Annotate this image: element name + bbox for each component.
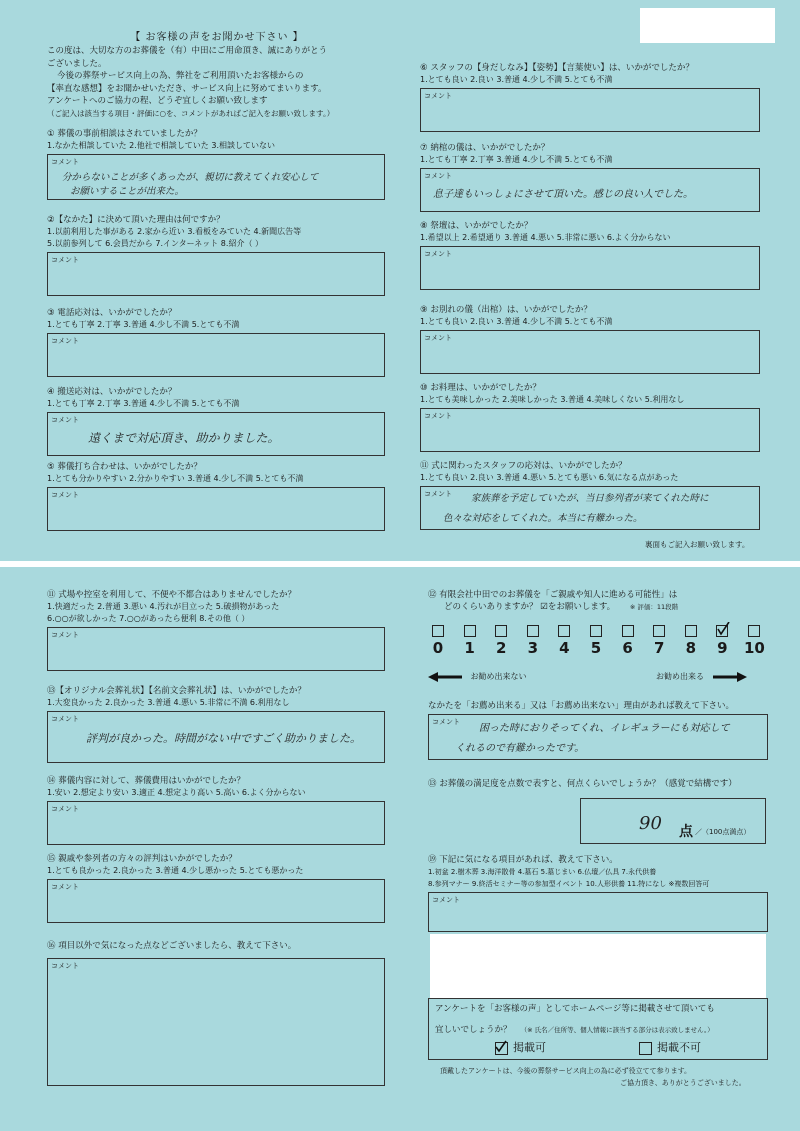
scale-number: 7 — [653, 639, 665, 657]
question-16-other: ⑯ 項目以外で気になった点などございましたら、教えて下さい。 コメント — [47, 940, 385, 1086]
left-arrow-icon — [428, 672, 462, 682]
handwritten-comment: 遠くまで対応頂き、助かりました。 — [88, 431, 280, 445]
comment-box[interactable]: コメント — [420, 246, 760, 290]
scale-box[interactable] — [653, 625, 665, 637]
handwritten-comment: 評判が良かった。時間がない中ですごく助かりました。 — [86, 732, 361, 745]
scale-number: 6 — [622, 639, 633, 657]
scale-number: 5 — [590, 639, 602, 657]
scale-number: 9 — [717, 639, 728, 657]
scale-box[interactable] — [590, 625, 602, 637]
question-2: ②【なかた】に決めて頂いた理由は何ですか？ 1.以前利用した事がある 2.家から近い 3.看板をみていた 4.新聞広告等 5.以前参列して 6.会員だから 7.インターネット 8.紹介（ ） コメント — [47, 214, 385, 296]
publish-no-option[interactable]: 掲載不可 — [639, 1039, 701, 1055]
intro-line: 【率直な感想】をお聞かせいただき、サービス向上に努めてまいります。 — [47, 83, 327, 94]
intro-block — [47, 28, 387, 120]
handwritten-comment: くれるので有難かったです。 — [455, 743, 585, 754]
comment-box[interactable]: コメント — [420, 330, 760, 374]
redacted-area — [430, 934, 766, 998]
question-12-recommend: ⑫ 有限会社中田でのお葬儀を「ご親戚や知人に進める可能性」は どのくらいありますか？ ☑をお願いします。 ※ 評価：11段階 — [428, 590, 679, 612]
comment-box[interactable]: コメント 評判が良かった。時間がない中ですごく助かりました。 — [47, 711, 385, 763]
handwritten-comment: 息子達もいっしょにさせて頂いた。感じの良い人でした。 — [433, 189, 693, 200]
handwritten-comment: 色々な対応をしてくれた。本当に有難かった。 — [443, 513, 643, 524]
checked-checkbox-icon[interactable] — [495, 1042, 508, 1055]
comment-box[interactable]: コメント — [47, 879, 385, 923]
comment-box[interactable]: コメント — [420, 408, 760, 452]
scale-number: 8 — [685, 639, 697, 657]
question-8: ⑧ 祭壇は、いかがでしたか？ 1.希望以上 2.希望通り 3.普通 4.悪い 5.非常に悪い 6.よく分からない コメント — [420, 220, 760, 290]
question-10: ⑩ お料理は、いかがでしたか？ 1.とても美味しかった 2.美味しかった 3.普通 4.美味しくない 5.利用なし コメント — [420, 382, 760, 452]
question-19-interests: ⑲ 下記に気になる項目があれば、教えて下さい。 1.初盆 2.樹木葬 3.海洋散骨 4.墓石 5.墓じまい 6.仏壇／仏具 7.永代供養 8.参列マナー 9.終活セミナー等の参加型イベント 10.人形供養 11.特になし ※複数回答可 コメント — [428, 854, 768, 932]
comment-box[interactable]: コメント 息子達もいっしょにさせて頂いた。感じの良い人でした。 — [420, 168, 760, 212]
question-12-venue: ⑪ 式場や控室を利用して、不便や不都合はありませんでしたか？ 1.快適だった 2.普通 3.悪い 4.汚れが目立った 5.破損物があった 6.○○が欲しかった 7.○○があったら便利 8.その他（ ） コメント — [47, 589, 385, 671]
score-unit: 点 — [679, 824, 693, 840]
question-4: ④ 搬送応対は、いかがでしたか？ 1.とても丁寧 2.丁寧 3.普通 4.少し不満 5.とても不満 コメント 遠くまで対応頂き、助かりました。 — [47, 386, 385, 456]
scale-number: 4 — [559, 639, 570, 657]
question-14-cost: ⑭ 葬儀内容に対して、葬儀費用はいかがでしたか？ 1.安い 2.想定より安い 3.適正 4.想定より高い 5.高い 6.よく分からない コメント — [47, 775, 385, 845]
page-footer-note: 裏面もご記入お願い致します。 — [645, 540, 750, 549]
publish-yes-option[interactable]: 掲載可 — [495, 1039, 546, 1055]
scale-box[interactable] — [748, 625, 760, 637]
question-11: ⑪ 式に関わったスタッフの応対は、いかがでしたか？ 1.とても良い 2.良い 3.普通 4.悪い 5.とても悪い 6.気になる点があった コメント 家族葬を予定していたが、当日参列者が来てくれた時に 色々な対応をしてくれた。本当に有難かった。 — [420, 460, 760, 530]
scale-number: 1 — [464, 639, 475, 657]
score-box[interactable] — [580, 798, 766, 844]
comment-box[interactable]: コメント — [47, 487, 385, 531]
question-13-letters: ⑬【オリジナル会葬礼状】【名前文会葬礼状】は、いかがでしたか？ 1.大変良かった 2.良かった 3.普通 4.悪い 5.非常に不満 6.利用なし コメント 評判が良かった。時間がない中ですごく助かりました。 — [47, 685, 385, 763]
arrow-left: お勧め出来ない — [428, 671, 527, 682]
question-1: ① 葬儀の事前相談はされていましたか？ 1.なかた相談していた 2.他社で相談していた 3.相談していない コメント 分からないことが多くあったが、親切に教えてくれ安心して お願いすることが出来た。 — [47, 128, 385, 200]
checked-scale-box[interactable] — [716, 625, 728, 637]
right-arrow-icon — [713, 672, 747, 682]
scale-number: 0 — [432, 639, 444, 657]
survey-page-front — [0, 0, 800, 561]
arrow-right: お勧め出来る — [656, 671, 747, 682]
comment-box[interactable]: コメント — [420, 88, 760, 132]
closing-thanks: ご協力頂き、ありがとうございました。 — [620, 1079, 746, 1087]
comment-box[interactable]: コメント — [47, 958, 385, 1086]
comment-box[interactable]: コメント — [47, 801, 385, 845]
comment-box[interactable]: コメント — [428, 892, 768, 932]
question-3: ③ 電話応対は、いかがでしたか？ 1.とても丁寧 2.丁寧 3.普通 4.少し不満 5.とても不満 コメント — [47, 307, 385, 377]
scale-box[interactable] — [432, 625, 444, 637]
survey-title: 【 お客様の声をお聞かせ下さい 】 — [130, 32, 304, 43]
score-unit-note: ／（100点満点） — [695, 828, 751, 836]
scale-number: 2 — [495, 639, 507, 657]
question-5: ⑤ 葬儀打ち合わせは、いかがでしたか？ 1.とても分かりやすい 2.分かりやすい 3.普通 4.少し不満 5.とても不満 コメント — [47, 461, 385, 531]
scale-number: 10 — [744, 639, 765, 657]
scale-box[interactable] — [464, 625, 476, 637]
scale-box[interactable] — [622, 625, 634, 637]
redacted-area — [640, 8, 775, 43]
handwritten-comment: 家族葬を予定していたが、当日参列者が来てくれた時に — [471, 493, 709, 504]
scale-number: 3 — [527, 639, 539, 657]
comment-box[interactable]: コメント 困った時におりそってくれ、イレギュラーにも対応して くれるので有難かったです。 — [428, 714, 768, 760]
publish-consent-box: アンケートを「お客様の声」としてホームページ等に掲載させて頂いても 宜しいでしょうか？ （※ 氏名／住所等、個人情報に該当する部分は表示致しません。） 掲載可 掲載不可 — [428, 998, 768, 1060]
scale-box[interactable] — [527, 625, 539, 637]
intro-line: 今後の葬祭サービス向上の為、弊社をご利用頂いたお客様からの — [57, 71, 304, 81]
comment-box[interactable]: コメント — [47, 627, 385, 671]
handwritten-comment: 分からないことが多くあったが、親切に教えてくれ安心して — [62, 172, 319, 183]
scale-box[interactable] — [495, 625, 507, 637]
recommend-reason: なかたを「お薦め出来る」又は「お薦め出来ない」理由があれば教えて下さい。 コメント 困った時におりそってくれ、イレギュラーにも対応して くれるので有難かったです。 — [428, 700, 768, 760]
closing-note: 頂戴したアンケートは、今後の葬祭サービス向上の為に必ず役立てて参ります。 — [440, 1067, 692, 1075]
checkmark-icon — [716, 622, 730, 636]
scale-box[interactable] — [558, 625, 570, 637]
checkmark-icon — [494, 1040, 507, 1053]
scale-box[interactable] — [685, 625, 697, 637]
checkbox-icon[interactable] — [639, 1042, 652, 1055]
handwritten-comment: 困った時におりそってくれ、イレギュラーにも対応して — [479, 723, 730, 734]
question-13-score: ⑬ お葬儀の満足度を点数で表すと、何点くらいでしょうか？（感覚で結構です） — [428, 779, 737, 789]
score-value: 90 — [639, 813, 662, 834]
comment-box[interactable]: コメント 家族葬を予定していたが、当日参列者が来てくれた時に 色々な対応をしてくれた。本当に有難かった。 — [420, 486, 760, 530]
comment-box[interactable]: コメント 分からないことが多くあったが、親切に教えてくれ安心して お願いすることが出来た。 — [47, 154, 385, 200]
intro-line: ございました。 — [47, 58, 107, 69]
intro-line: （ご記入は該当する項目・評価に○を、コメントがあればご記入をお願い致します。） — [47, 108, 335, 118]
question-9: ⑨ お別れの儀（出棺）は、いかがでしたか？ 1.とても良い 2.良い 3.普通 4.少し不満 5.とても不満 コメント — [420, 304, 760, 374]
intro-line: アンケートへのご協力の程、どうぞ宜しくお願い致します — [47, 96, 268, 106]
question-7: ⑦ 納棺の儀は、いかがでしたか？ 1.とても丁寧 2.丁寧 3.普通 4.少し不満 5.とても不満 コメント 息子達もいっしょにさせて頂いた。感じの良い人でした。 — [420, 142, 760, 212]
question-6: ⑥ スタッフの【身だしなみ】【姿勢】【言葉使い】は、いかがでしたか？ 1.とても良い 2.良い 3.普通 4.少し不満 5.とても不満 コメント — [420, 62, 760, 132]
comment-box[interactable]: コメント — [47, 252, 385, 296]
handwritten-comment: お願いすることが出来た。 — [70, 186, 185, 197]
intro-line: この度は、大切な方のお葬儀を（有）中田にご用命頂き、誠にありがとう — [47, 46, 328, 56]
question-15-reputation: ⑮ 親戚や参列者の方々の評判はいかがでしたか？ 1.とても良かった 2.良かった 3.普通 4.少し悪かった 5.とても悪かった コメント — [47, 853, 385, 923]
comment-box[interactable]: コメント — [47, 333, 385, 377]
comment-box[interactable]: コメント 遠くまで対応頂き、助かりました。 — [47, 412, 385, 456]
